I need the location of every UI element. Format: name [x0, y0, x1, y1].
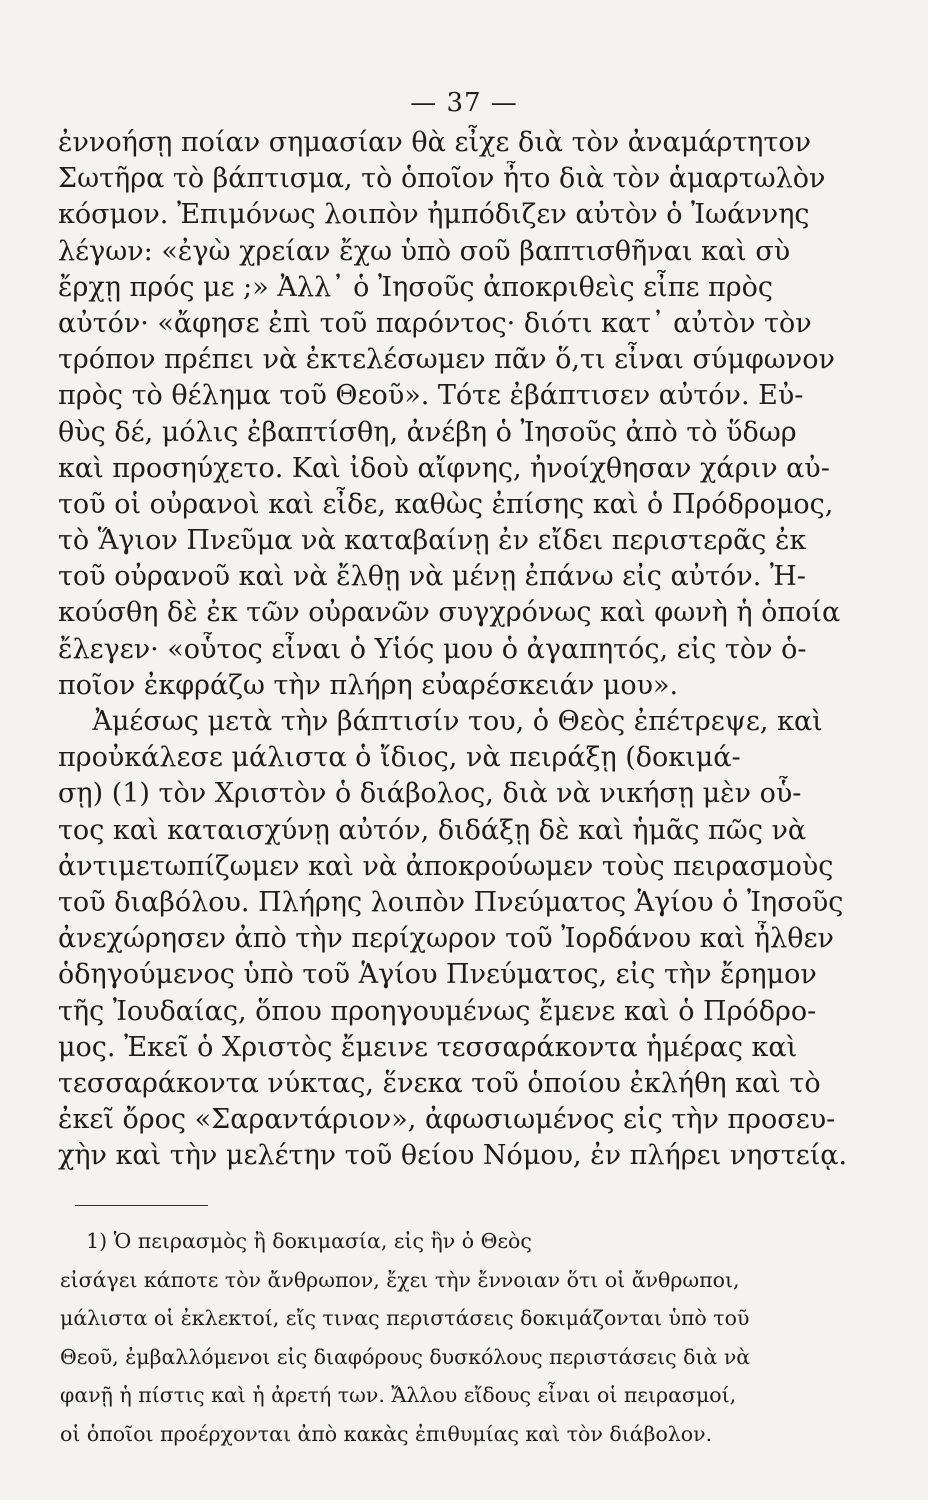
text-line: ἀνεχώρησεν ἀπὸ τὴν περίχωρον τοῦ Ἰορδάνου καὶ ἦλθεν: [58, 923, 834, 955]
text-line: κούσθη δὲ ἐκ τῶν οὐρανῶν συγχρόνως καὶ φωνὴ ἡ ὁποία: [58, 597, 841, 629]
text-line: θὺς δέ, μόλις ἐβαπτίσθη, ἀνέβη ὁ Ἰησοῦς ἀπὸ τὸ ὕδωρ: [58, 416, 797, 448]
footnote-line: μάλιστα οἱ ἐκλεκτοί, εἴς τινας περιστάσεις δοκιμάζονται ὑπὸ τοῦ: [60, 1306, 750, 1330]
text-line: τοῦ οἱ οὐρανοὶ καὶ εἶδε, καθὼς ἐπίσης καὶ ὁ Πρόδρομος,: [58, 488, 834, 520]
text-line: τὸ Ἅγιον Πνεῦμα νὰ καταβαίνῃ ἐν εἴδει περιστερᾶς ἐκ: [58, 525, 807, 557]
text-line: τρόπον πρέπει νὰ ἐκτελέσωμεν πᾶν ὅ,τι εἶναι σύμφωνον: [58, 344, 835, 376]
text-line: Ἀμέσως μετὰ τὴν βάπτισίν του, ὁ Θεὸς ἐπέτρεψε, καὶ: [58, 706, 823, 737]
text-line: ὁδηγούμενος ὑπὸ τοῦ Ἁγίου Πνεύματος, εἰς τὴν ἔρημον: [58, 959, 817, 991]
text-line: τεσσαράκοντα νύκτας, ἕνεκα τοῦ ὁποίου ἐκλήθη καὶ τὸ: [58, 1067, 821, 1099]
text-line: προὐκάλεσε μάλιστα ὁ ἴδιος, νὰ πειράξῃ (δοκιμά-: [58, 742, 741, 774]
footnote-separator: [75, 1205, 208, 1206]
footnote: [60, 1222, 860, 1453]
text-line: ἐννοήσῃ ποίαν σημασίαν θὰ εἶχε διὰ τὸν ἀναμάρτητον: [58, 127, 812, 158]
footnote-line: 1) Ὁ πειρασμὸς ἢ δοκιμασία, εἰς ἣν ὁ Θεὸς: [60, 1229, 532, 1253]
text-line: αὐτόν· «ἄφησε ἐπὶ τοῦ παρόντος· διότι κατ᾽ αὐτὸν τὸν: [58, 307, 812, 339]
page-number: — 37 —: [410, 88, 518, 118]
footnote-line: φανῇ ἡ πίστις καὶ ἡ ἀρετή των. Ἄλλου εἴδους εἶναι οἱ πειρασμοί,: [60, 1383, 737, 1407]
body-text: [58, 125, 858, 1174]
text-line: Σωτῆρα τὸ βάπτισμα, τὸ ὁποῖον ἦτο διὰ τὸν ἁμαρτωλὸν: [58, 163, 826, 195]
text-line: λέγων: «ἐγὼ χρείαν ἔχω ὑπὸ σοῦ βαπτισθῆναι καὶ σὺ: [58, 235, 791, 267]
text-line: ἔλεγεν· «οὗτος εἶναι ὁ Υἱός μου ὁ ἀγαπητός, εἰς τὸν ὁ-: [58, 633, 807, 665]
text-line: καὶ προσηύχετο. Καὶ ἰδοὺ αἴφνης, ἠνοίχθησαν χάριν αὐ-: [58, 452, 830, 484]
footnote-line: Θεοῦ, ἐμβαλλόμενοι εἰς διαφόρους δυσκόλους περιστάσεις διὰ νὰ: [60, 1344, 751, 1369]
footnote-line: εἰσάγει κάποτε τὸν ἄνθρωπον, ἔχει τὴν ἔννοιαν ὅτι οἱ ἄνθρωποι,: [60, 1267, 740, 1292]
text-line: τῆς Ἰουδαίας, ὅπου προηγουμένως ἔμενε καὶ ὁ Πρόδρο-: [58, 995, 817, 1027]
text-line: τος καὶ καταισχύνῃ αὐτόν, διδάξῃ δὲ καὶ ἡμᾶς πῶς νὰ: [58, 814, 807, 846]
text-line: ποῖον ἐκφράζω τὴν πλήρη εὐαρέσκειάν μου».: [58, 669, 679, 701]
text-line: μος. Ἐκεῖ ὁ Χριστὸς ἔμεινε τεσσαράκοντα ἡμέρας καὶ: [58, 1031, 798, 1063]
text-line: χὴν καὶ τὴν μελέτην τοῦ θείου Νόμου, ἐν πλήρει νηστείᾳ.: [58, 1140, 848, 1172]
text-line: τοῦ διαβόλου. Πλήρης λοιπὸν Πνεύματος Ἁγίου ὁ Ἰησοῦς: [58, 886, 844, 918]
text-line: πρὸς τὸ θέλημα τοῦ Θεοῦ». Τότε ἐβάπτισεν αὐτόν. Εὐ-: [58, 380, 804, 412]
text-line: τοῦ οὐρανοῦ καὶ νὰ ἔλθῃ νὰ μένῃ ἐπάνω εἰς αὐτόν. Ἠ-: [58, 561, 806, 593]
footnote-line: οἱ ὁποῖοι προέρχονται ἀπὸ κακὰς ἐπιθυμίας καὶ τὸν διάβολον.: [60, 1421, 713, 1446]
text-line: κόσμον. Ἐπιμόνως λοιπὸν ἠμπόδιζεν αὐτὸν ὁ Ἰωάννης: [58, 199, 810, 231]
text-line: σῃ) (1) τὸν Χριστὸν ὁ διάβολος, διὰ νὰ νικήσῃ μὲν οὗ-: [58, 778, 802, 810]
text-line: ἐκεῖ ὄρος «Σαραντάριον», ἀφωσιωμένος εἰς τὴν προσευ-: [58, 1104, 836, 1136]
text-line: ἔρχῃ πρός με ;» Ἀλλ᾽ ὁ Ἰησοῦς ἀποκριθεὶς εἶπε πρὸς: [58, 271, 774, 303]
text-line: ἀντιμετωπίζωμεν καὶ νὰ ἀποκρούωμεν τοὺς πειρασμοὺς: [58, 850, 834, 882]
